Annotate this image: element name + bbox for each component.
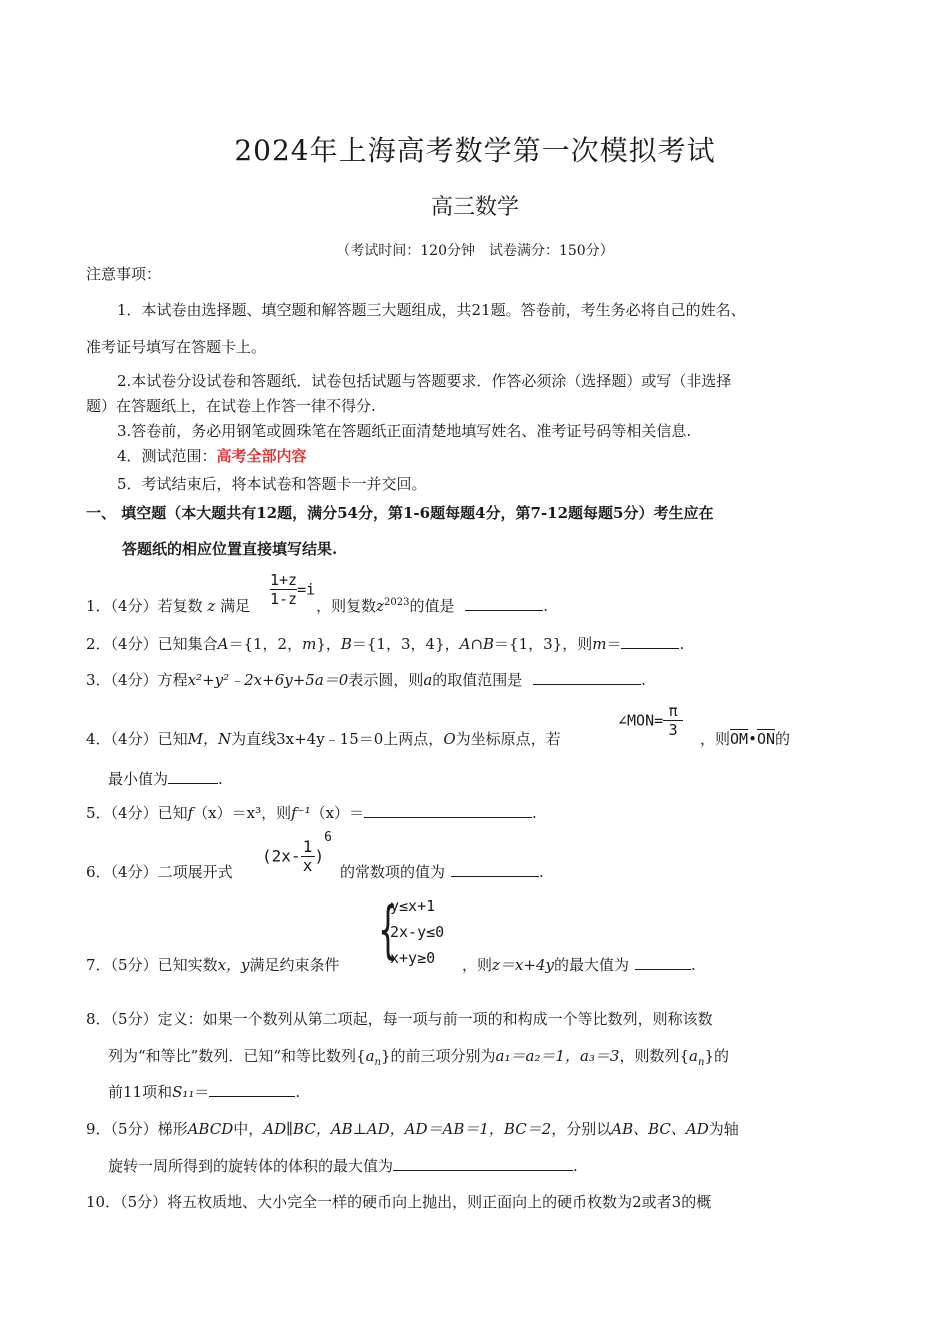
q1-frac-rhs: =i xyxy=(297,580,316,599)
question-9-line1: 9．（5分）梯形ABCD中，AD∥BC，AB⊥AD，AD＝AB＝1，BC＝2，分别以AB、BC、AD为轴 xyxy=(86,1120,739,1138)
question-10-line1: 10．（5分）将五枚质地、大小完全一样的硬币向上抛出，则正面向上的硬币枚数为2或者3的概 xyxy=(86,1193,712,1211)
q5-answer-blank[interactable] xyxy=(364,803,532,818)
exam-info: （考试时间：120分钟 试卷满分：150分） xyxy=(336,243,614,259)
note-4 xyxy=(117,446,307,466)
question-6: 6．（4分）二项展开式 xyxy=(86,863,233,881)
question-2: 2．（4分）已知集合A＝{1，2，m}，B＝{1，3，4}，A∩B＝{1，3}，则m＝ . xyxy=(86,635,685,653)
question-8-line1: 8．（5分）定义：如果一个数列从第二项起，每一项与前一项的和构成一个等比数列，则称该数 xyxy=(86,1010,713,1028)
q1-frac-num: 1+z xyxy=(270,571,298,589)
note-4-value: 高考全部内容 xyxy=(216,447,307,465)
question-7: 7．（5分）已知实数x，y满足约束条件 xyxy=(86,956,340,974)
q3-answer-blank[interactable] xyxy=(533,670,641,685)
q7-brace: { xyxy=(378,893,398,966)
q4-answer-blank[interactable] xyxy=(168,769,218,784)
note-2b: 题）在答题纸上，在试卷上作答一律不得分. xyxy=(86,397,376,415)
note-1a: 1．本试卷由选择题、填空题和解答题三大题组成，共21题。答卷前，考生务必将自己的姓名、 xyxy=(117,301,746,319)
q4-angle: ∠MON= $\frac{\pi}{3}$ xyxy=(618,702,683,739)
question-1: 1．（4分）若复数 z 满足 ，则复数$z^{2023}$的值是 . xyxy=(86,597,549,615)
question-4: 4．（4分）已知M，N为直线3x+4y﹣15＝0上两点，O为坐标原点，若 xyxy=(86,730,561,748)
question-4-line2: 最小值为 . xyxy=(108,770,223,788)
section-heading-1: 一、 填空题（本大题共有12题，满分54分，第1-6题每题4分，第7-12题每题5分）考生应在 xyxy=(86,504,714,522)
q9-answer-blank[interactable] xyxy=(393,1156,573,1171)
page-subtitle: 高三数学 xyxy=(430,195,519,220)
note-5: 5．考试结束后，将本试卷和答题卡一并交回。 xyxy=(117,475,427,493)
q2-answer-blank[interactable] xyxy=(621,634,679,649)
q7-answer-blank[interactable] xyxy=(635,955,691,970)
q1-frac-den: 1-z xyxy=(270,590,298,608)
q4-vectors: ，则$\overline{OM}•\overline{ON}$的 xyxy=(700,730,791,748)
question-9-line2: 旋转一周所得到的旋转体的体积的最大值为 . xyxy=(108,1157,578,1175)
question-3: 3．（4分）方程x²+y²﹣2x+6y+5a＝0表示圆，则a的取值范围是 . xyxy=(86,671,646,689)
question-8-line3: 前11项和S₁₁＝ . xyxy=(108,1083,301,1101)
question-7-tail: ，则z＝x+4y的最大值为 . xyxy=(462,956,696,974)
section-heading-2: 答题纸的相应位置直接填写结果. xyxy=(122,540,338,558)
question-8-line2: 列为“和等比”数列．已知“和等比数列$\{a_n\}$的前三项分别为a₁＝a₂＝1，a₃＝3，则数列$\{a_n\}$的 xyxy=(108,1047,729,1068)
page-title: 2024年上海高考数学第一次模拟考试 xyxy=(234,134,716,167)
notes-heading: 注意事项： xyxy=(86,265,162,283)
note-1b: 准考证号填写在答题卡上。 xyxy=(86,338,267,356)
question-5: 5．（4分）已知f（x）＝x³，则f⁻¹（x）＝ . xyxy=(86,804,537,822)
q1-answer-blank[interactable] xyxy=(465,596,543,611)
q7-constraints: { y≤x+1 2x-y≤0 x+y≥0 xyxy=(378,893,445,967)
q6-expression: (2x- $\frac{1}{x}$ )$^6$ xyxy=(262,830,332,875)
question-6-tail: 的常数项的值为 . xyxy=(340,863,544,881)
q8-answer-blank[interactable] xyxy=(209,1082,295,1097)
note-4-label: 4．测试范围： xyxy=(117,447,217,465)
note-2a: 2.本试卷分设试卷和答题纸．试卷包括试题与答题要求．作答必须涂（选择题）或写（非选择 xyxy=(117,372,732,390)
note-3: 3.答卷前，务必用钢笔或圆珠笔在答题纸正面清楚地填写姓名、准考证号码等相关信息. xyxy=(117,422,692,440)
q6-answer-blank[interactable] xyxy=(451,862,539,877)
